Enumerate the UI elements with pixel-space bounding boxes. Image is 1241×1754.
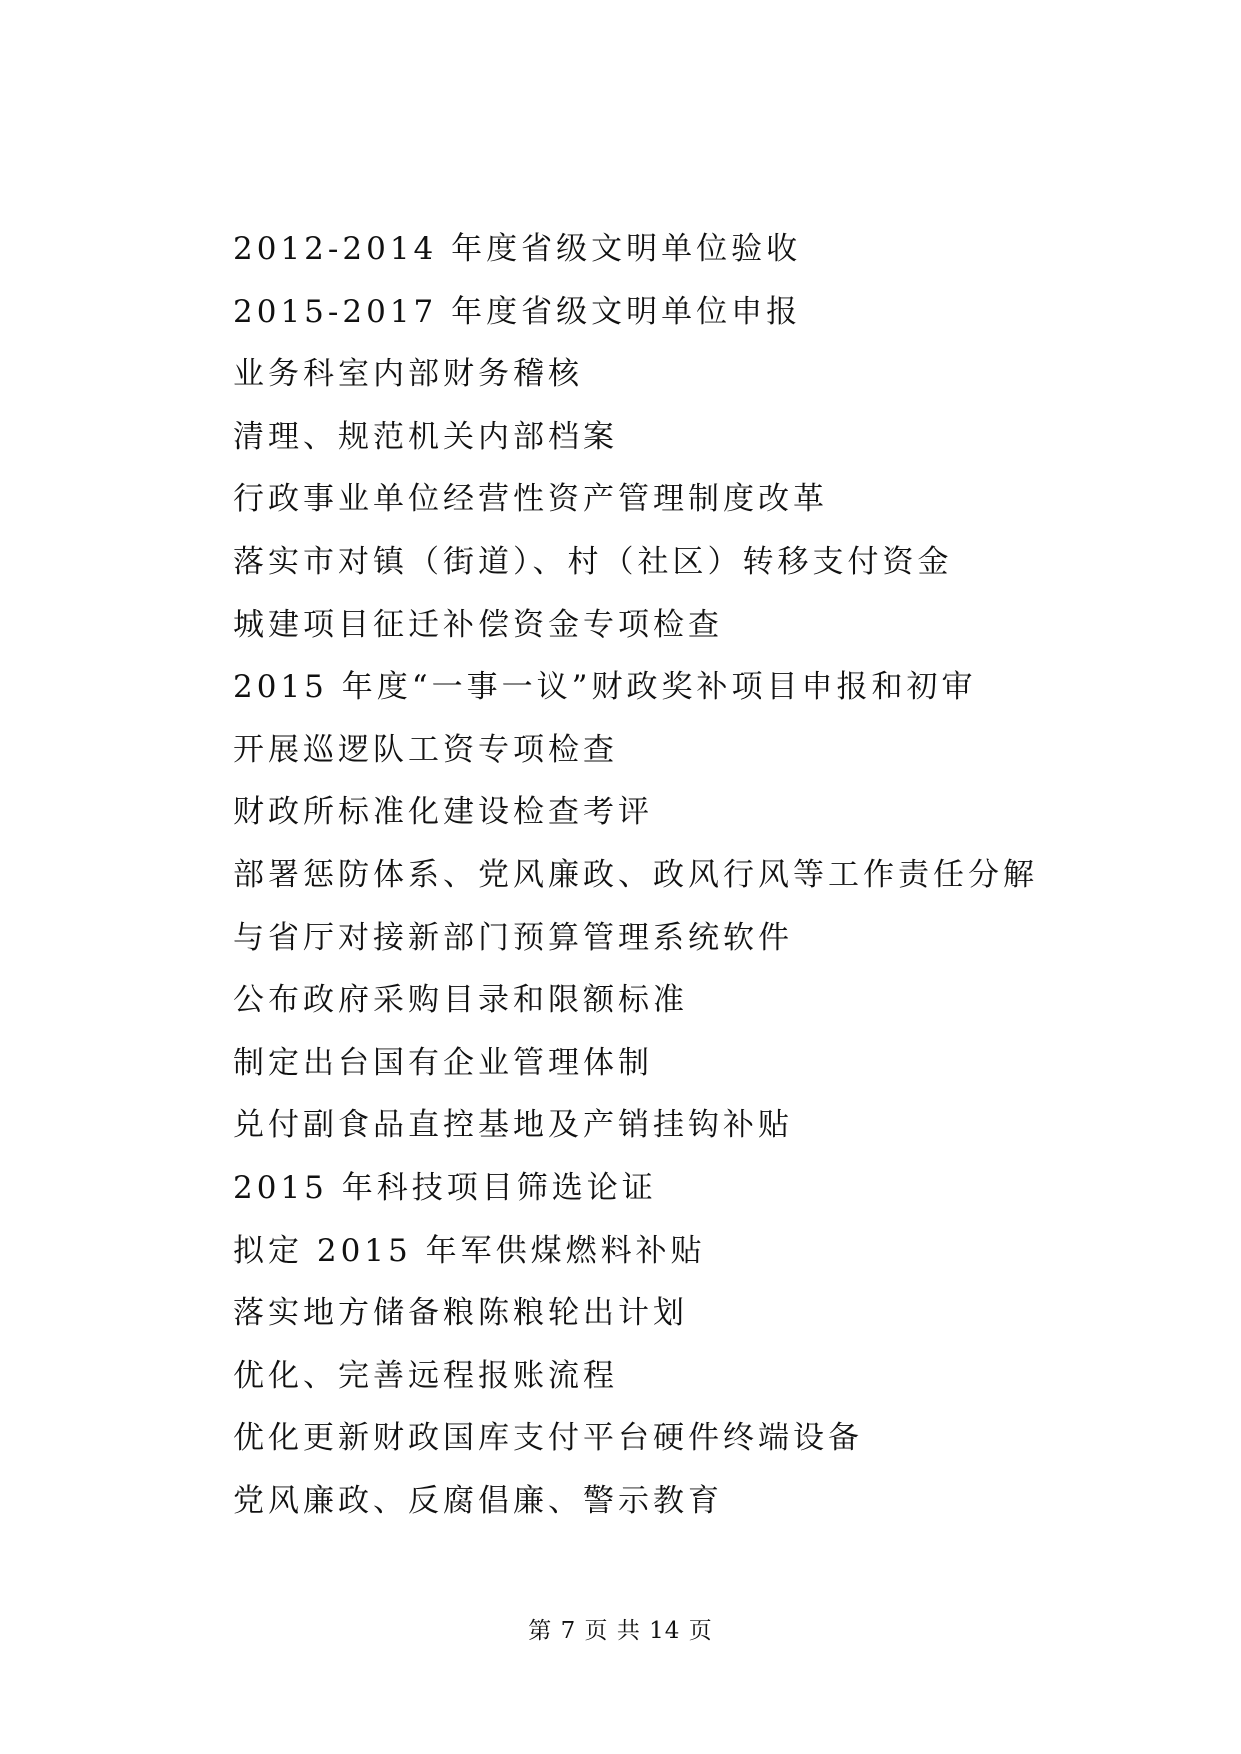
list-item: 党风廉政、反腐倡廉、警示教育 (233, 1482, 723, 1519)
list-item: 兑付副食品直控基地及产销挂钩补贴 (233, 1107, 793, 1144)
list-item: 清理、规范机关内部档案 (233, 418, 618, 455)
list-item: 业务科室内部财务稽核 (233, 356, 583, 393)
list-item: 制定出台国有企业管理体制 (233, 1044, 653, 1081)
list-item: 与省厅对接新部门预算管理系统软件 (233, 919, 793, 956)
list-item: 优化、完善远程报账流程 (233, 1357, 618, 1394)
list-item: 落实地方储备粮陈粮轮出计划 (233, 1295, 688, 1332)
list-item: 2012-2014 年度省级文明单位验收 (233, 231, 802, 267)
list-item: 公布政府采购目录和限额标准 (233, 982, 688, 1019)
list-item: 财政所标准化建设检查考评 (233, 794, 653, 831)
list-item: 2015-2017 年度省级文明单位申报 (233, 293, 802, 330)
list-item: 部署惩防体系、党风廉政、政风行风等工作责任分解 (233, 856, 1038, 893)
page-number-footer: 第 7 页 共 14 页 (528, 1618, 713, 1644)
list-item: 优化更新财政国库支付平台硬件终端设备 (233, 1420, 863, 1457)
list-item: 行政事业单位经营性资产管理制度改革 (233, 481, 828, 518)
list-item: 2015 年科技项目筛选论证 (233, 1169, 657, 1206)
task-list (233, 232, 1038, 1546)
list-item: 2015 年度“一事一议”财政奖补项目申报和初审 (233, 669, 977, 706)
list-item: 拟定 2015 年军供煤燃料补贴 (233, 1232, 706, 1269)
list-item: 城建项目征迁补偿资金专项检查 (233, 606, 723, 643)
list-item: 落实市对镇（街道）、村（社区）转移支付资金 (233, 543, 953, 580)
list-item: 开展巡逻队工资专项检查 (233, 731, 618, 768)
